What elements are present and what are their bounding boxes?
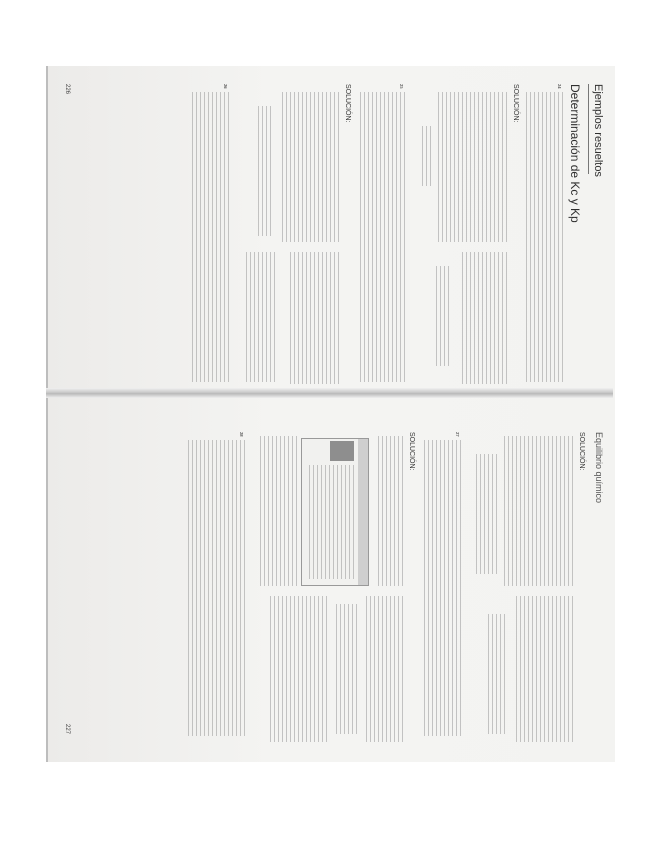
solution-text-column-b xyxy=(363,596,403,742)
formula-block xyxy=(435,266,449,366)
title-rule xyxy=(588,84,589,174)
problem-text-block xyxy=(525,92,563,382)
solution-label: SOLUCIÓN: xyxy=(512,84,519,123)
left-page xyxy=(48,66,615,414)
problem-number: 28 xyxy=(239,432,244,437)
formula-block xyxy=(333,604,357,734)
table-row-label xyxy=(330,441,354,461)
solution-text-column-a xyxy=(503,436,573,586)
problem-number: 24 xyxy=(557,84,562,89)
equilibrium-table xyxy=(301,438,369,586)
right-page xyxy=(48,414,615,762)
solution-text-column-b xyxy=(245,252,275,382)
scanned-book-spread xyxy=(46,66,615,762)
solution-label: SOLUCIÓN: xyxy=(408,432,415,471)
formula-kc-block xyxy=(419,126,431,186)
rotated-content xyxy=(48,66,615,762)
running-header: Equilibrio químico xyxy=(594,432,604,504)
heading: Determinación de Kc y Kp xyxy=(568,84,582,223)
solution-label: SOLUCIÓN: xyxy=(578,432,585,471)
book-spine xyxy=(46,388,613,398)
formula-block xyxy=(473,454,497,574)
solution-text-column-b xyxy=(267,596,327,742)
solution-text-column-b xyxy=(289,252,339,384)
problem-text-block xyxy=(189,92,229,382)
table-header xyxy=(358,439,368,585)
page-number: 227 xyxy=(64,724,70,735)
page-number: 226 xyxy=(64,84,70,95)
problem-number: 27 xyxy=(455,432,460,437)
solution-text-column-b xyxy=(459,252,507,384)
solution-label: SOLUCIÓN: xyxy=(344,84,351,123)
solution-text-column-b xyxy=(513,596,573,742)
section-title: Ejemplos resueltos xyxy=(592,84,604,177)
problem-number: 26 xyxy=(223,84,228,89)
solution-text-column-a xyxy=(375,436,403,586)
solution-text-column-a xyxy=(437,92,507,242)
formula-block xyxy=(485,614,505,734)
problem-text-block xyxy=(423,440,461,736)
problem-number: 25 xyxy=(399,84,404,89)
formula-block xyxy=(255,106,271,236)
solution-text-column-a xyxy=(257,436,297,586)
problem-text-block xyxy=(359,92,405,382)
problem-text-block xyxy=(185,440,245,736)
table-rows xyxy=(308,465,354,579)
solution-text-column-a xyxy=(279,92,339,242)
